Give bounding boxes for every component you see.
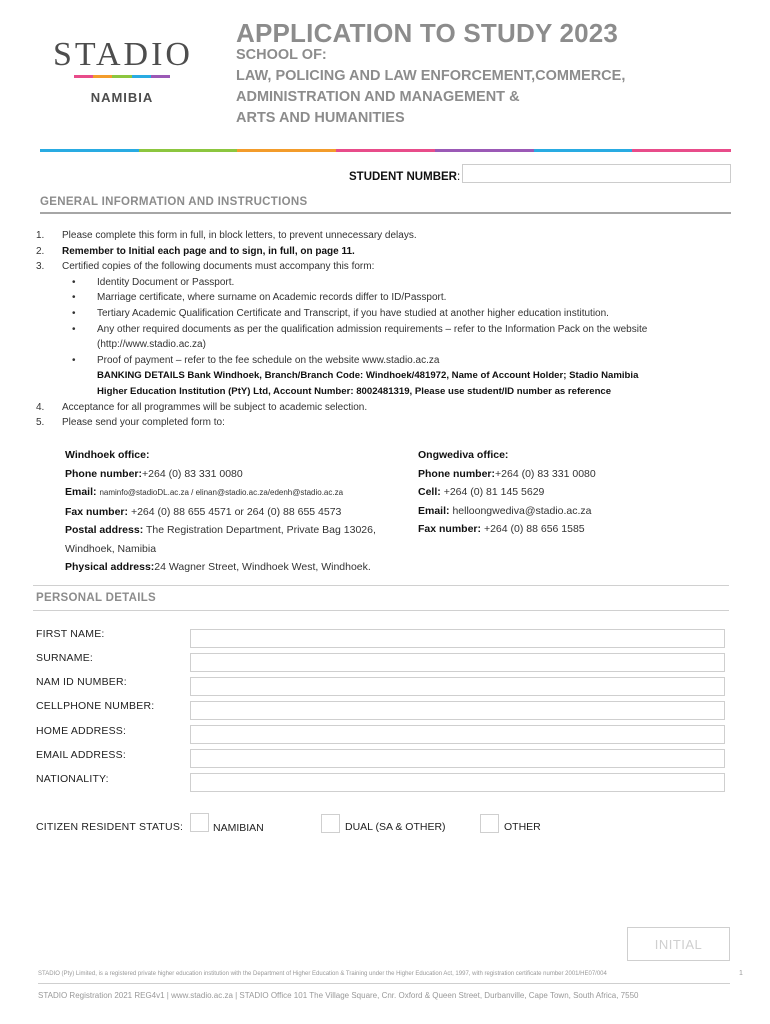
banking-line: BANKING DETAILS Bank Windhoek, Branch/Branch Code: Windhoek/481972, Name of Account Holder; Stadio Namibia xyxy=(97,370,639,382)
item-text: Remember to Initial each page and to sign, in full, on page 11. xyxy=(62,245,355,257)
dual-checkbox[interactable] xyxy=(321,814,340,833)
fax-label: Fax number: xyxy=(65,505,129,518)
logo-country: NAMIBIA xyxy=(90,90,154,105)
postal-value-cont: Windhoek, Namibia xyxy=(65,542,157,555)
footer-address: STADIO Registration 2021 REG4v1 | www.stadio.ac.za | STADIO Office 101 The Village Square, Cnr. Oxford & Queen Street, Durbanville, Cape Town, South Africa, 7550 xyxy=(38,991,639,1000)
phone-value: +264 (0) 83 331 0080 xyxy=(495,467,596,480)
logo-wordmark: STADIO xyxy=(53,36,193,73)
school-line: ARTS AND HUMANITIES xyxy=(236,110,405,126)
item-text: Acceptance for all programmes will be subject to academic selection. xyxy=(62,401,368,413)
fax-value: +264 (0) 88 655 4571 or 264 (0) 88 655 4573 xyxy=(130,505,342,518)
form-title: APPLICATION TO STUDY 2023 xyxy=(236,18,619,48)
postal-value: The Registration Department, Private Bag 13026, xyxy=(145,524,376,536)
banking-details xyxy=(36,368,736,384)
fax-label: Fax number: xyxy=(418,523,482,535)
item-number: 4. xyxy=(36,401,45,413)
physical-value: 24 Wagner Street, Windhoek West, Windhoek. xyxy=(154,561,371,573)
citizen-status-label: CITIZEN RESIDENT STATUS: xyxy=(36,821,184,833)
section-divider xyxy=(40,212,731,214)
school-heading: SCHOOL OF: xyxy=(236,47,327,63)
first-name-field[interactable] xyxy=(190,629,725,648)
home-address-label: HOME ADDRESS: xyxy=(36,725,127,737)
student-number-label-text: STUDENT NUMBER xyxy=(349,171,457,183)
rule-segment xyxy=(237,149,336,152)
bullet-item xyxy=(36,306,736,322)
bullet-text: Proof of payment – refer to the fee schedule on the website www.stadio.ac.za xyxy=(97,354,440,366)
namibian-option-label: NAMIBIAN xyxy=(213,822,264,834)
home-address-field[interactable] xyxy=(190,725,725,744)
instructions-list xyxy=(36,228,736,431)
bullet-text: Any other required documents as per the qualification admission requirements – refer to the Information Pack on the website xyxy=(97,323,648,335)
nationality-field[interactable] xyxy=(190,773,725,792)
dual-option-label: DUAL (SA & OTHER) xyxy=(345,821,446,833)
email-address-label: EMAIL ADDRESS: xyxy=(36,749,126,761)
phone-label: Phone number: xyxy=(418,467,496,480)
list-item xyxy=(36,415,736,431)
item-text: Please complete this form in full, in block letters, to prevent unnecessary delays. xyxy=(62,230,417,241)
bullet-icon: • xyxy=(72,354,76,366)
fax-value: +264 (0) 88 656 1585 xyxy=(483,523,585,535)
ongwediva-office xyxy=(418,446,718,539)
bullet-item xyxy=(36,275,736,291)
personal-details-heading: PERSONAL DETAILS xyxy=(36,592,157,604)
rule-segment xyxy=(632,149,731,152)
rule-segment xyxy=(534,149,633,152)
other-option-label: OTHER xyxy=(504,821,541,833)
list-item xyxy=(36,244,736,260)
section-divider xyxy=(33,585,729,586)
logo-bar-segment xyxy=(132,75,151,78)
surname-label: SURNAME: xyxy=(36,652,94,664)
item-text: Please send your completed form to: xyxy=(62,417,225,429)
header-color-rule xyxy=(40,149,731,152)
cell-label: Cell: xyxy=(418,486,441,498)
logo-bar-segment xyxy=(112,75,131,78)
email-label: Email: xyxy=(418,504,450,517)
student-number-colon: : xyxy=(456,171,461,183)
school-line: LAW, POLICING AND LAW ENFORCEMENT,COMMERCE, xyxy=(236,68,626,84)
bullet-text: Marriage certificate, where surname on Academic records differ to ID/Passport. xyxy=(97,292,447,304)
bullet-spacer xyxy=(36,337,72,353)
student-number-field[interactable] xyxy=(462,164,731,183)
office-fax xyxy=(65,503,405,522)
footer-divider xyxy=(38,983,730,984)
banking-line: Higher Education Institution (PtY) Ltd, Account Number: 8002481319, Please use student/ID number as reference xyxy=(97,385,612,397)
bullet-icon: • xyxy=(72,307,76,319)
item-number: 1. xyxy=(36,230,45,241)
initial-box[interactable]: INITIAL xyxy=(627,927,730,961)
email-label: Email: xyxy=(65,486,97,498)
logo-bar-segment xyxy=(151,75,170,78)
office-cell xyxy=(418,483,718,502)
page-number: 1 xyxy=(739,970,743,977)
email-value[interactable]: naminfo@stadioDL.ac.za / elinan@stadio.ac.za/edenh@stadio.ac.za xyxy=(99,488,344,497)
postal-label: Postal address: xyxy=(65,524,144,536)
general-info-heading: GENERAL INFORMATION AND INSTRUCTIONS xyxy=(40,196,308,208)
bullet-continuation xyxy=(36,337,736,353)
other-checkbox[interactable] xyxy=(480,814,499,833)
bullet-text: Tertiary Academic Qualification Certificate and Transcript, if you have studied at another higher education institution. xyxy=(97,307,609,319)
surname-field[interactable] xyxy=(190,653,725,672)
nationality-label: NATIONALITY: xyxy=(36,773,109,785)
student-number-label xyxy=(349,171,460,183)
item-number: 3. xyxy=(36,261,45,273)
office-email xyxy=(65,483,405,503)
item-text: Certified copies of the following documents must accompany this form: xyxy=(62,261,375,273)
office-email xyxy=(418,502,718,521)
logo-bar-segment xyxy=(74,75,93,78)
section-divider xyxy=(33,610,729,611)
email-value[interactable]: helloongwediva@stadio.ac.za xyxy=(452,504,592,517)
rule-segment xyxy=(139,149,238,152)
bullet-icon: • xyxy=(72,276,76,288)
bullet-icon: • xyxy=(72,292,76,304)
office-phone xyxy=(418,465,718,484)
item-number: 5. xyxy=(36,417,45,429)
bullet-text: (http://www.stadio.ac.za) xyxy=(97,339,206,351)
cell-value: +264 (0) 81 145 5629 xyxy=(443,486,545,498)
rule-segment xyxy=(435,149,534,152)
phone-value: +264 (0) 83 331 0080 xyxy=(142,467,243,480)
rule-segment xyxy=(336,149,435,152)
office-physical xyxy=(65,558,405,577)
nam-id-field[interactable] xyxy=(190,677,725,696)
school-line: ADMINISTRATION AND MANAGEMENT & xyxy=(236,89,520,105)
list-item xyxy=(36,228,736,244)
windhoek-office xyxy=(65,446,405,577)
bullet-spacer xyxy=(36,384,72,400)
bullet-text: Identity Document or Passport. xyxy=(97,276,235,288)
nam-id-label: NAM ID NUMBER: xyxy=(36,676,127,688)
office-title: Windhoek office: xyxy=(65,449,150,461)
phone-label: Phone number: xyxy=(65,467,143,480)
office-title: Ongwediva office: xyxy=(418,449,509,461)
cellphone-label: CELLPHONE NUMBER: xyxy=(36,700,155,712)
namibian-checkbox[interactable] xyxy=(190,813,209,832)
office-postal xyxy=(65,521,405,540)
logo-color-bar xyxy=(74,75,170,78)
list-item xyxy=(36,259,736,275)
banking-details xyxy=(36,384,736,400)
cellphone-field[interactable] xyxy=(190,701,725,720)
rule-segment xyxy=(40,149,139,152)
bullet-item xyxy=(36,353,736,369)
physical-label: Physical address: xyxy=(65,561,155,573)
bullet-icon: • xyxy=(72,323,76,335)
office-phone xyxy=(65,465,405,484)
email-address-field[interactable] xyxy=(190,749,725,768)
list-item xyxy=(36,400,736,416)
bullet-item xyxy=(36,322,736,338)
item-number: 2. xyxy=(36,245,45,257)
first-name-label: FIRST NAME: xyxy=(36,628,105,640)
bullet-spacer xyxy=(36,368,72,384)
bullet-item xyxy=(36,290,736,306)
logo-bar-segment xyxy=(93,75,112,78)
office-fax xyxy=(418,520,718,539)
footer-legal-text: STADIO (Pty) Limited, is a registered private higher education institution with the Department of Higher Education & Training under the Higher Education Act, 1997, with registration certificate number 2001/HE07/004 xyxy=(38,971,607,977)
